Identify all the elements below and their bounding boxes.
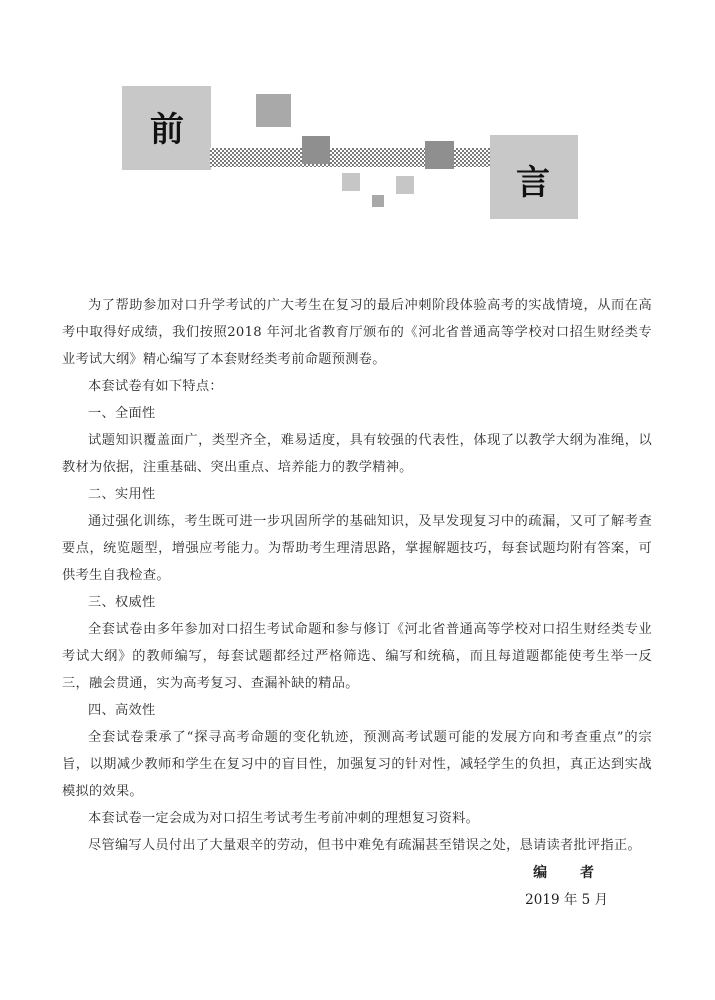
deco-square xyxy=(302,136,330,164)
deco-square xyxy=(342,173,360,191)
paragraph: 全套试卷由多年参加对口招生考试命题和参与修订《河北省普通高等学校对口招生财经类专业考试大纲》的教师编写，每套试题都经过严格筛选、编写和统稿，而且每道题都能使考生举一反三，融会贯通，实为高考复习、查漏补缺的精品。 xyxy=(62,622,652,691)
section-heading: 二、实用性 xyxy=(88,487,156,502)
paragraph: 通过强化训练，考生既可进一步巩固所学的基础知识，及早发现复习中的疏漏，又可了解考查要点，统览题型，增强应考能力。为帮助考生理清思路，掌握解题技巧，每套试题均附有答案，可供考生自我检查。 xyxy=(62,514,652,583)
section-heading: 三、权威性 xyxy=(88,595,156,610)
section-heading: 一、全面性 xyxy=(88,406,156,421)
preface-body xyxy=(62,292,652,859)
paragraph: 为了帮助参加对口升学考试的广大考生在复习的最后冲刺阶段体验高考的实战情境，从而在高考中取得好成绩，我们按照2018 年河北省教育厅颁布的《河北省普通高等学校对口招生财经类专业考试大纲》精心编写了本套财经类考前命题预测卷。 xyxy=(62,298,652,367)
title-char-yan: 言 xyxy=(516,163,550,203)
title-decoration xyxy=(0,0,715,240)
deco-square xyxy=(256,94,291,127)
deco-square xyxy=(425,141,454,169)
paragraph: 试题知识覆盖面广，类型齐全，难易适度，具有较强的代表性，体现了以教学大纲为准绳，以教材为依据，注重基础、突出重点、培养能力的教学精神。 xyxy=(62,433,652,475)
publication-date: 2019 年 5 月 xyxy=(525,892,608,908)
paragraph: 本套试卷有如下特点： xyxy=(88,379,223,394)
title-char-qian: 前 xyxy=(150,110,184,150)
author-signature: 编 者 xyxy=(533,865,608,881)
paragraph: 尽管编写人员付出了大量艰辛的劳动，但书中难免有疏漏甚至错误之处，恳请读者批评指正。 xyxy=(88,838,641,853)
paragraph: 全套试卷秉承了“探寻高考命题的变化轨迹，预测高考试题可能的发展方向和考查重点”的宗旨，以期减少教师和学生在复习中的盲目性，加强复习的针对性，减轻学生的负担，真正达到实战模拟的效果。 xyxy=(62,730,652,799)
deco-square xyxy=(372,195,384,207)
paragraph: 本套试卷一定会成为对口招生考试考生考前冲刺的理想复习资料。 xyxy=(88,811,480,826)
section-heading: 四、高效性 xyxy=(88,703,156,718)
deco-square xyxy=(396,176,414,194)
